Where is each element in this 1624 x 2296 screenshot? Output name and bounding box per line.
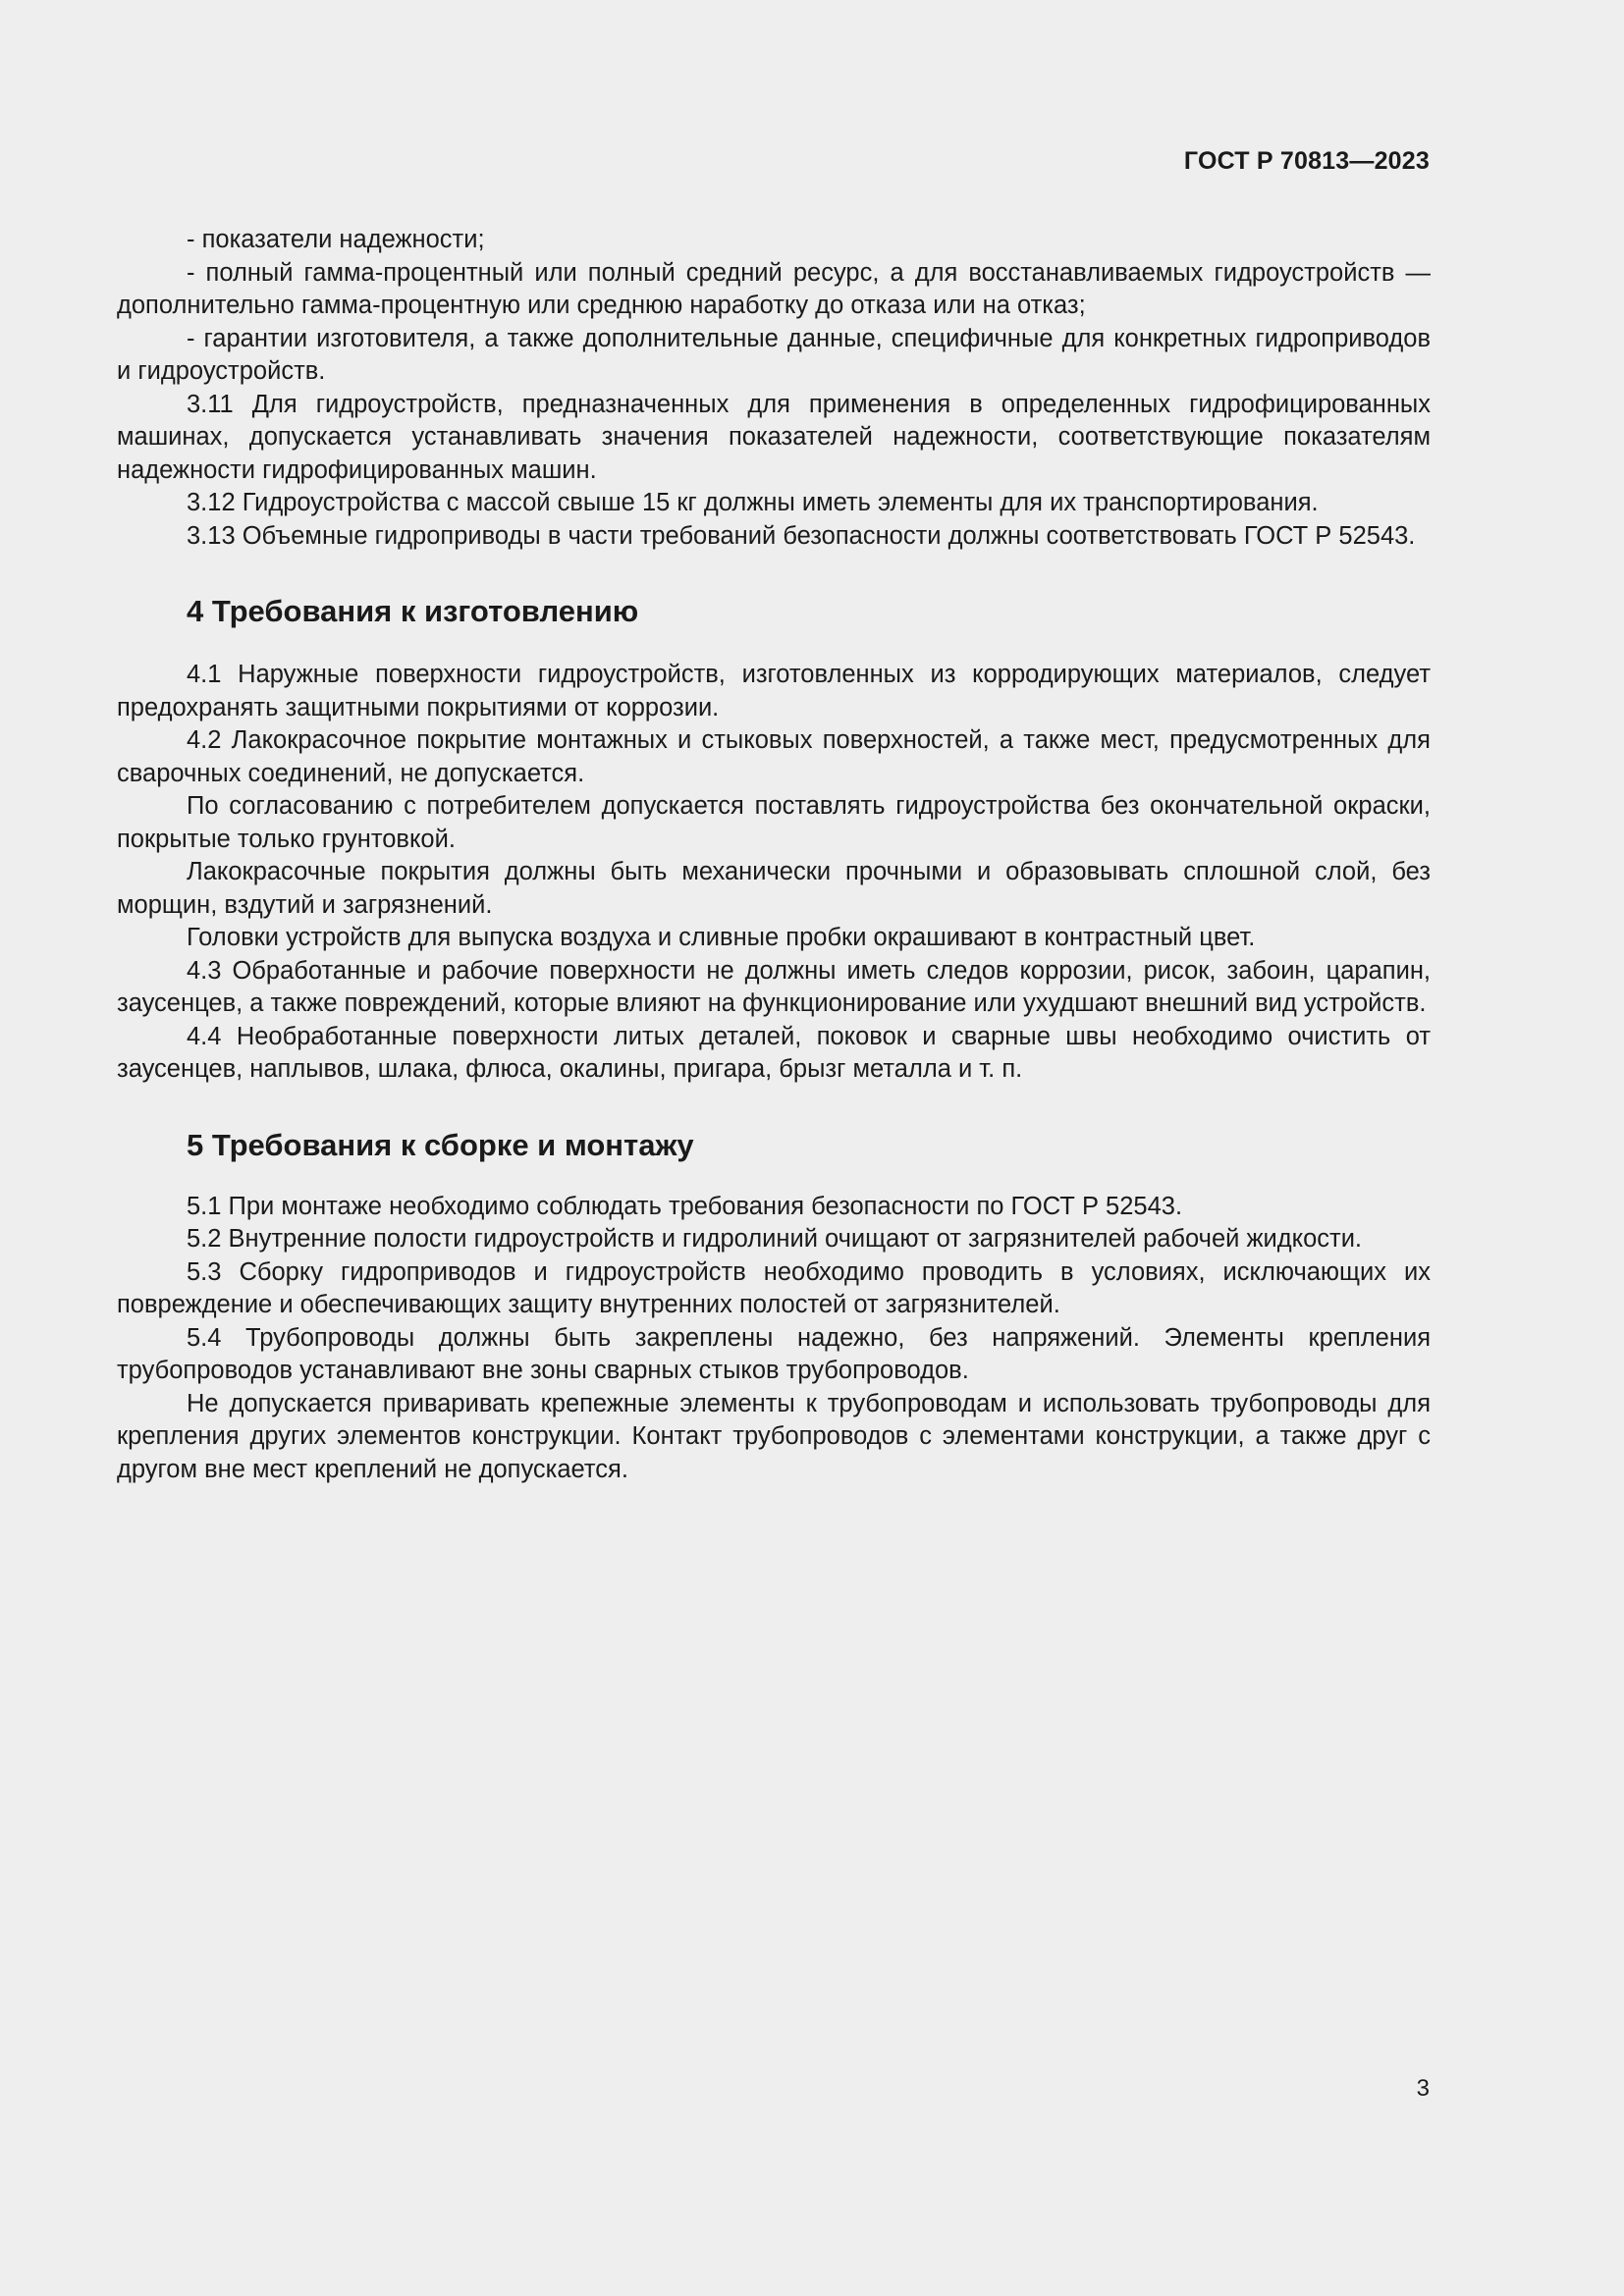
clause-5-2: 5.2 Внутренние полости гидроустройств и гидролиний очищают от загрязнителей рабочей жидкости. (187, 1225, 1363, 1253)
section-4-body (117, 659, 1431, 1087)
clause-4-2-paragraph-3: Лакокрасочные покрытия должны быть механически прочными и образовывать сплошной слой, без морщин, вздутий и загрязнений. (117, 858, 1431, 919)
clause-4-2-paragraph-2: По согласованию с потребителем допускается поставлять гидроустройства без окончательной окраски, покрытые только грунтовкой. (117, 792, 1431, 853)
document-code-header: ГОСТ Р 70813—2023 (1183, 147, 1430, 175)
section-5-body (117, 1191, 1431, 1487)
page-number: 3 (1416, 2075, 1430, 2102)
clause-4-1: 4.1 Наружные поверхности гидроустройств, изготовленных из корродирующих материалов, следует предохранять защитными покрытиями от коррозии. (117, 661, 1431, 721)
section-3-continuation (117, 224, 1431, 553)
clause-5-4-paragraph-2: Не допускается приваривать крепежные элементы к трубопроводам и использовать трубопроводы для крепления других элементов конструкции. Контакт трубопроводов с элементами конструкции, а также друг с другом вне мест креплений не допускается. (117, 1389, 1431, 1483)
clause-4-3: 4.3 Обработанные и рабочие поверхности не должны иметь следов коррозии, рисок, забоин, царапин, заусенцев, а также повреждений, которые влияют на функционирование или ухудшают внешний вид устройств. (117, 956, 1431, 1017)
section-5-heading: 5 Требования к сборке и монтажу (187, 1127, 694, 1162)
reliability-indicators-item: - показатели надежности; (187, 226, 485, 253)
clause-4-4: 4.4 Необработанные поверхности литых деталей, поковок и сварные швы необходимо очистить от заусенцев, наплывов, шлака, флюса, окалины, пригара, брызг металла и т. п. (117, 1022, 1431, 1083)
clause-4-2: 4.2 Лакокрасочное покрытие монтажных и стыковых поверхностей, а также мест, предусмотренных для сварочных соединений, не допускается. (117, 726, 1431, 787)
resource-item: - полный гамма-процентный или полный средний ресурс, а для восстанавливаемых гидроустройств — дополнительно гамма-процентную или среднюю наработку до отказа или на отказ; (117, 258, 1431, 319)
section-4-heading: 4 Требования к изготовлению (187, 594, 639, 628)
clause-5-1: 5.1 При монтаже необходимо соблюдать требования безопасности по ГОСТ Р 52543. (187, 1192, 1183, 1220)
clause-5-3: 5.3 Сборку гидроприводов и гидроустройств необходимо проводить в условиях, исключающих их повреждение и обеспечивающих защиту внутренних полостей от загрязнителей. (117, 1257, 1431, 1318)
clause-3-13: 3.13 Объемные гидроприводы в части требований безопасности должны соответствовать ГОСТ Р 52543. (187, 521, 1416, 550)
clause-4-2-paragraph-4: Головки устройств для выпуска воздуха и сливные пробки окрашивают в контрастный цвет. (187, 924, 1256, 951)
clause-3-11: 3.11 Для гидроустройств, предназначенных для применения в определенных гидрофицированных машинах, допускается устанавливать значения показателей надежности, соответствующие показателям надежности гидрофицированных машин. (117, 390, 1431, 484)
clause-5-4: 5.4 Трубопроводы должны быть закреплены надежно, без напряжений. Элементы крепления трубопроводов устанавливают вне зоны сварных стыков трубопроводов. (117, 1323, 1431, 1384)
clause-3-12: 3.12 Гидроустройства с массой свыше 15 кг должны иметь элементы для их транспортирования. (187, 489, 1319, 516)
manufacturer-guarantee-item: - гарантии изготовителя, а также дополнительные данные, специфичные для конкретных гидроприводов и гидроустройств. (117, 324, 1431, 385)
document-body (117, 224, 1431, 1486)
